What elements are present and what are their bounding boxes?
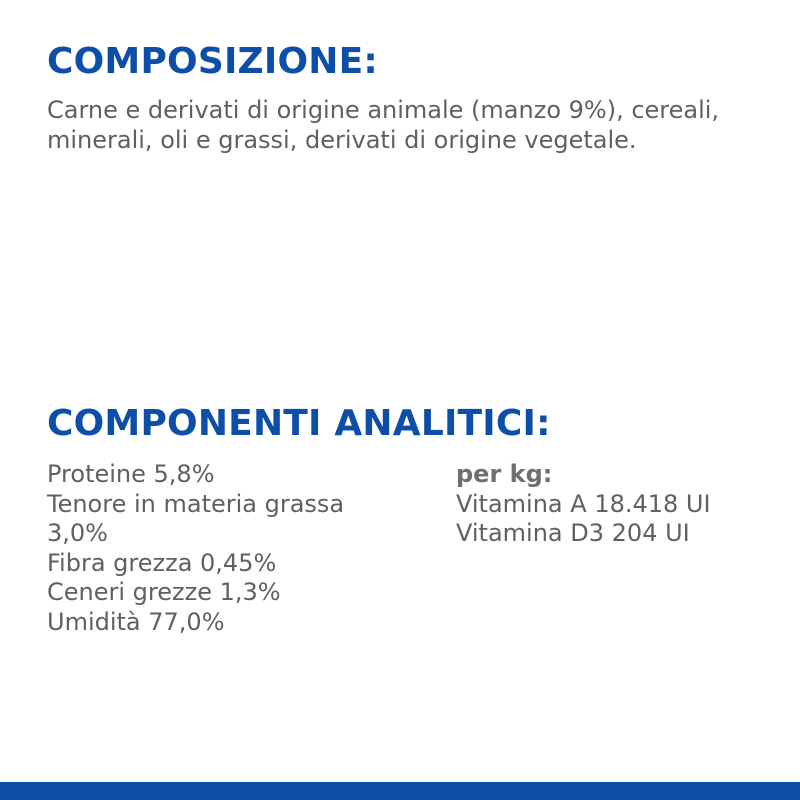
- per-kg-vitamins: [456, 460, 786, 549]
- analytic-item-crude-ash: Ceneri grezze 1,3%: [47, 578, 281, 606]
- composition-text: Carne e derivati di origine animale (manzo 9%), cereali, minerali, oli e grassi, derivati di origine vegetale.: [47, 96, 720, 154]
- analytic-item-crude-fiber: Fibra grezza 0,45%: [47, 548, 277, 577]
- bottom-blue-bar: [0, 782, 800, 800]
- analytic-item-moisture: Umidità 77,0%: [47, 607, 225, 636]
- analytic-item-protein: Proteine 5,8%: [47, 460, 215, 488]
- per-kg-heading: per kg:: [456, 460, 553, 488]
- vitamin-a-value: Vitamina A 18.418 UI: [456, 489, 711, 518]
- composition-title: COMPOSIZIONE:: [47, 41, 378, 82]
- analytic-components-list: [47, 460, 377, 637]
- analytic-item-fat-content: Tenore in materia grassa 3,0%: [47, 489, 345, 547]
- analytic-components-title: COMPONENTI ANALITICI:: [47, 403, 551, 444]
- vitamin-d3-value: Vitamina D3 204 UI: [456, 519, 690, 547]
